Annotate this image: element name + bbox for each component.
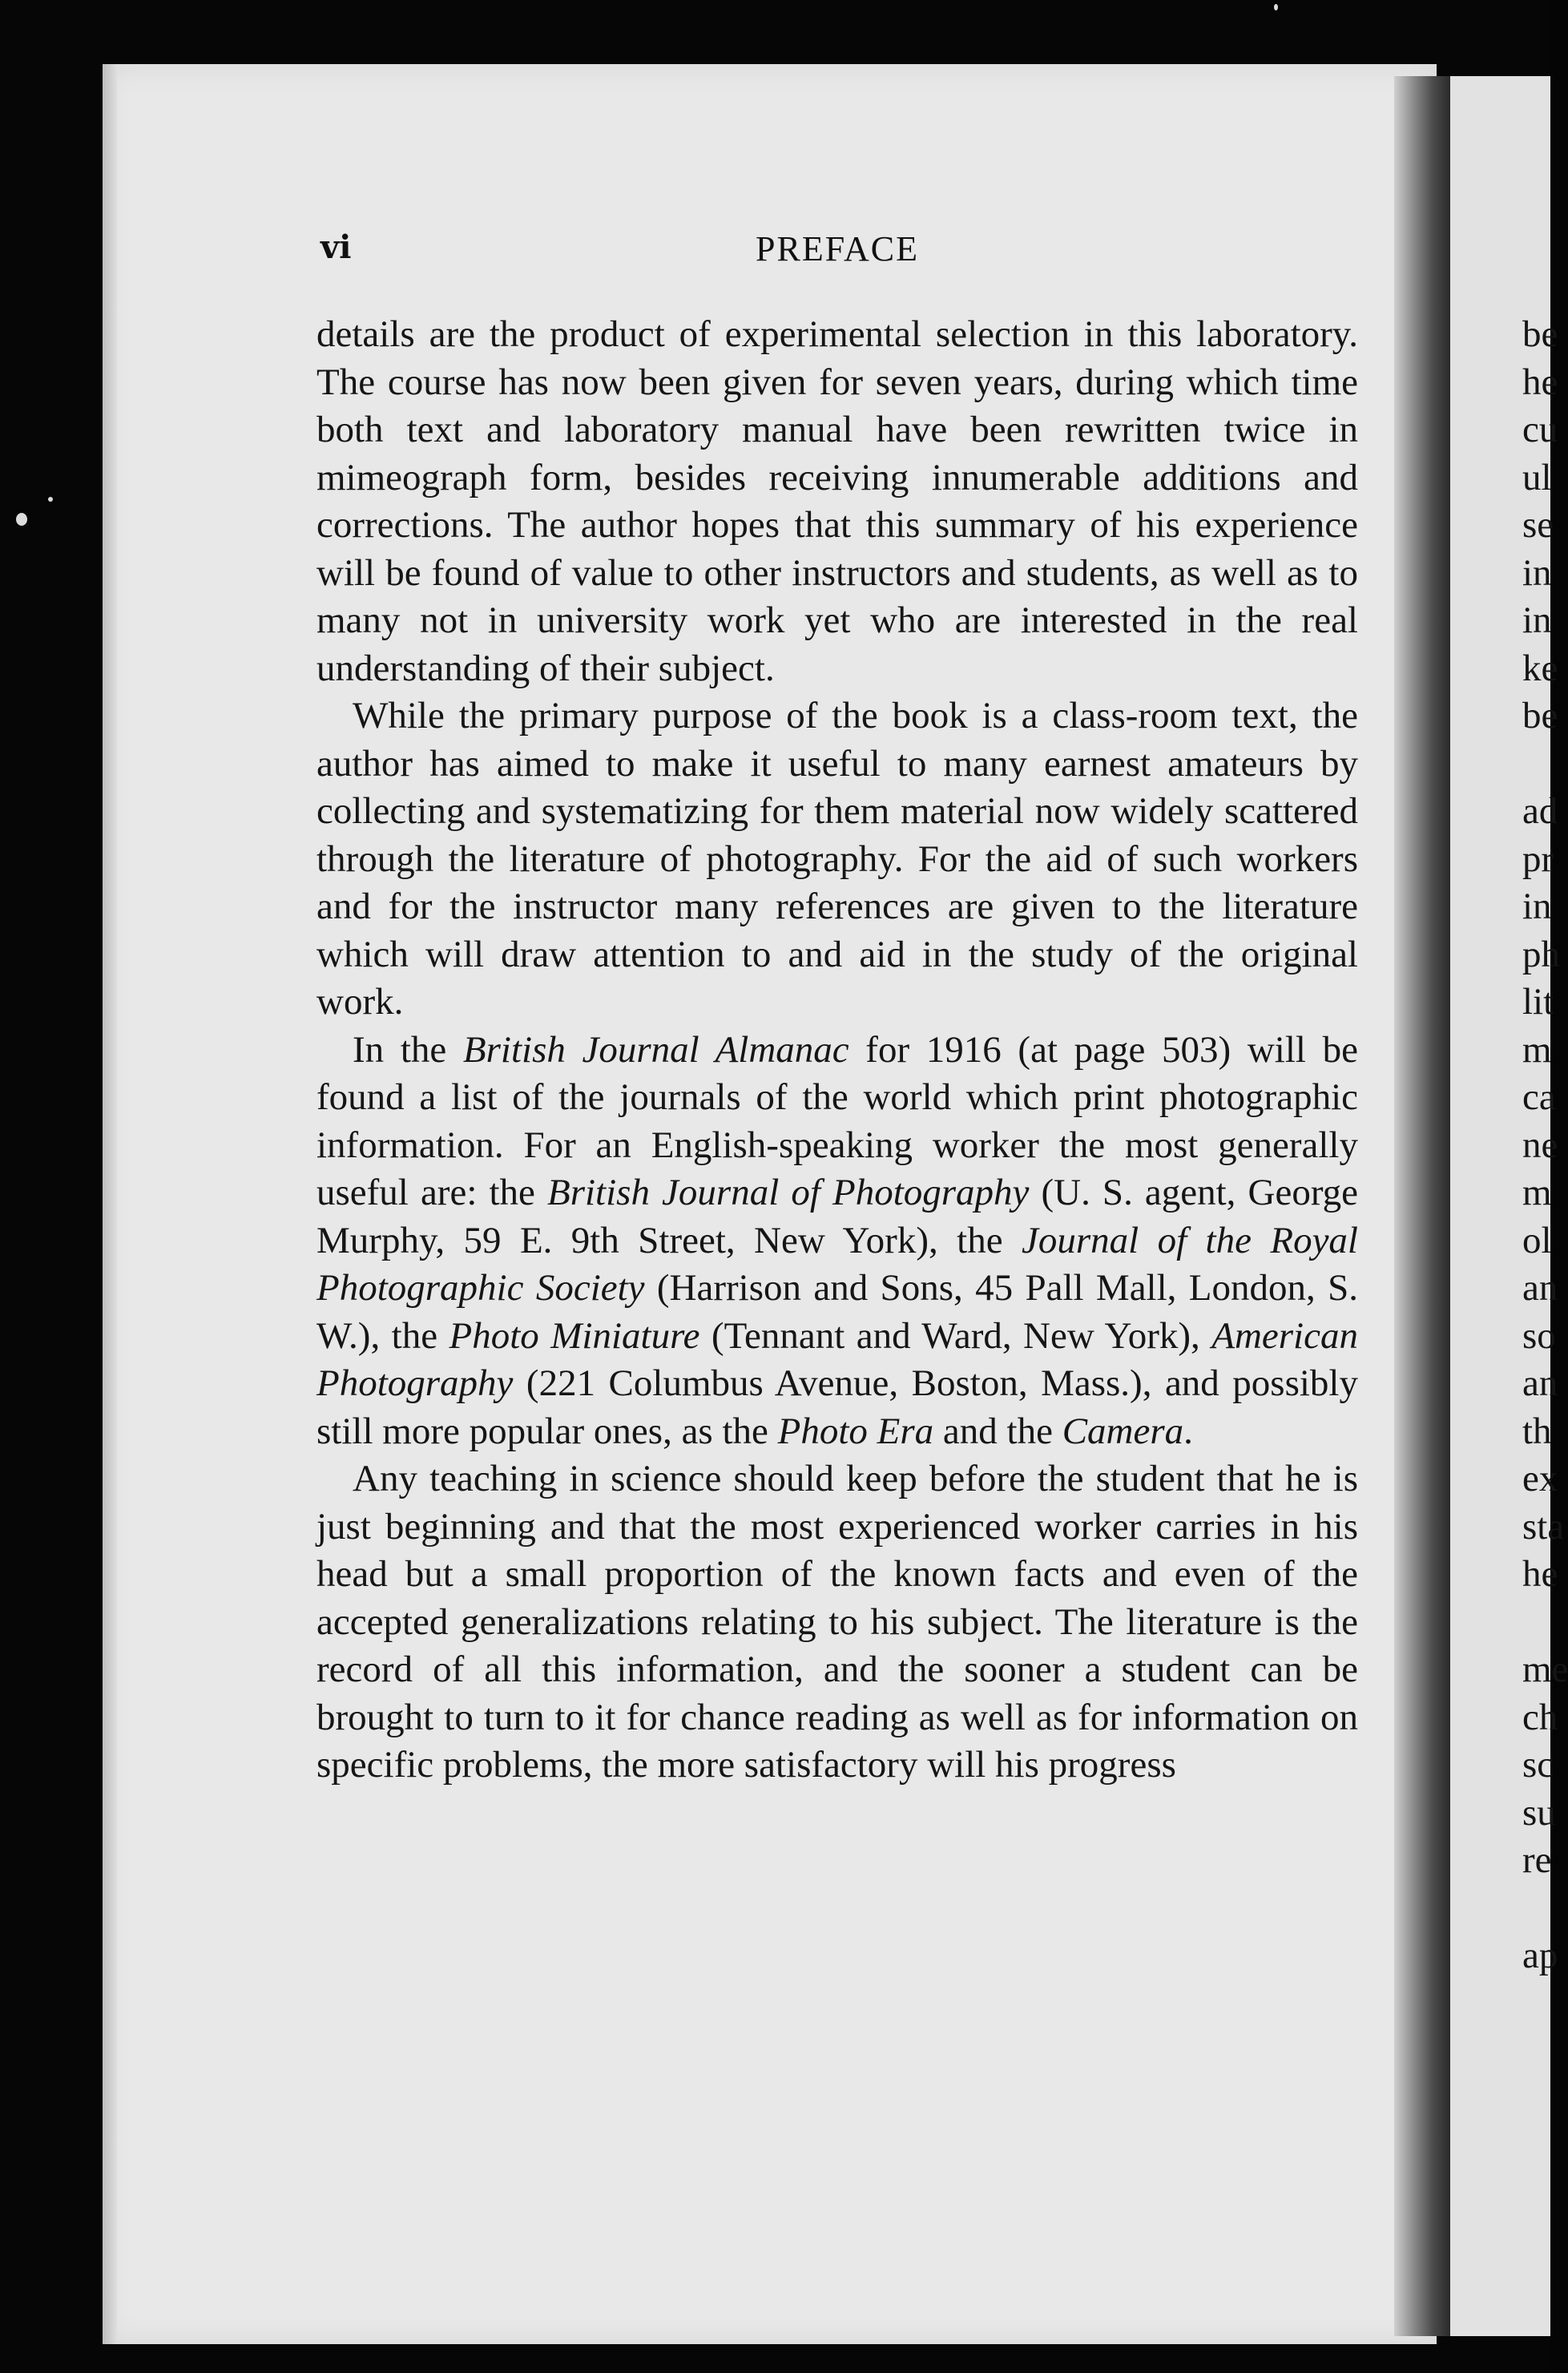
facing-page-fragment: ne (1522, 1124, 1558, 1166)
facing-page-fragment: ap (1522, 1935, 1558, 1976)
facing-page-fragment (1522, 741, 1550, 789)
facing-page-fragment: ul (1522, 456, 1552, 498)
page-number: vi (320, 228, 352, 266)
scan-speck (48, 497, 53, 502)
paragraph (316, 311, 1358, 692)
facing-page-fragment: me (1522, 1649, 1568, 1690)
text-run: (Harrison and Sons, 45 Pall Mall, London, S. W.), the (316, 1267, 1358, 1357)
facing-page-fragment: m (1522, 1028, 1552, 1071)
italic-title: American Photography (316, 1314, 1358, 1404)
facing-page-fragment: se (1522, 504, 1554, 546)
facing-page-fragment (1522, 1599, 1550, 1647)
book-gutter (1394, 76, 1450, 2336)
body-text (316, 311, 1358, 1790)
facing-page-fragment: sc (1522, 1744, 1554, 1786)
text-run: In the (353, 1028, 463, 1071)
facing-page-fragment: be (1522, 695, 1558, 737)
facing-page-fragment: ex (1522, 1458, 1558, 1499)
facing-page-fragment: ch (1522, 1696, 1558, 1738)
italic-title: British Journal Almanac (462, 1028, 849, 1071)
facing-page-fragment: an (1522, 1267, 1558, 1309)
italic-title: Camera (1062, 1410, 1184, 1452)
page-left-edge (103, 64, 117, 2344)
facing-page-fragment: th (1522, 1410, 1552, 1452)
italic-title: Journal of the Royal Photographic Society (316, 1219, 1358, 1309)
facing-page-fragment: an (1522, 1362, 1558, 1404)
text-run: and the (933, 1410, 1062, 1452)
facing-page-fragment: m (1522, 1172, 1552, 1213)
facing-page-fragment: ol (1522, 1219, 1552, 1261)
facing-page-fragment: ph (1522, 933, 1560, 975)
facing-page-fragment: be (1522, 313, 1558, 355)
italic-title: Photo Miniature (449, 1314, 700, 1357)
running-head: PREFACE (756, 229, 919, 268)
facing-page-fragment: he (1522, 1553, 1558, 1595)
paragraph (316, 692, 1358, 1027)
italic-title: British Journal of Photography (546, 1172, 1030, 1213)
scan-speck (16, 513, 27, 526)
facing-page-fragment: sta (1522, 1505, 1565, 1548)
text-run: (221 Columbus Avenue, Boston, Mass.), and possibly still more popular ones, as the (316, 1362, 1358, 1452)
page-header (320, 228, 1354, 276)
facing-page-fragment (1522, 1885, 1550, 1933)
facing-page-fragment: re (1522, 1839, 1552, 1881)
text-run: While the primary purpose of the book is a class-room text, the author has aimed to make it useful to many earnest amateurs by collecting and systematizing for them material now widely scattered through the literature of photography. For the aid of such workers and for the instructor many references are given to the literature which will draw attention to and aid in the study of the original work. (316, 695, 1358, 1023)
text-run: for 1916 (at page 503) will be found a list of the journals of the world which print photographic information. For an English-speaking worker the most generally useful are: the (316, 1028, 1358, 1213)
facing-page-fragment: cu (1522, 409, 1558, 450)
facing-page-fragment: lit (1522, 981, 1554, 1023)
facing-page-fragment: pr (1522, 837, 1554, 880)
facing-page-fragment: in (1522, 599, 1552, 641)
scan-speck (1274, 4, 1278, 10)
facing-page-fragment: ad (1522, 790, 1558, 832)
italic-title: Photo Era (777, 1410, 934, 1452)
text-run: . (1183, 1410, 1193, 1452)
facing-page-fragment: ke (1522, 647, 1558, 689)
facing-page-fragment: in (1522, 551, 1552, 594)
text-run: Any teaching in science should keep before the student that he is just beginning and that the most experienced worker carries in his head but a small proportion of the known facts and even of the accepted generalizations relating to his subject. The literature is the record of all this information, and the sooner a student can be brought to turn to it for chance reading as well as for information on specific problems, the more satisfactory will his progress (316, 1458, 1358, 1786)
facing-page-fragment: he (1522, 361, 1558, 403)
facing-page-fragment: su (1522, 1791, 1556, 1834)
facing-page-fragment: ca (1522, 1076, 1556, 1118)
text-run: (U. S. agent, George Murphy, 59 E. 9th Street, New York), the (316, 1172, 1358, 1261)
text-run: details are the product of experimental selection in this laboratory. The course has now been given for seven years, during which time both text and laboratory manual have been rewritten twice in mimeograph form, besides receiving innumerable additions and corrections. The author hopes that this summary of his experience will be found of value to other instructors and students, as well as to many not in university work yet who are interested in the real understanding of their subject. (316, 313, 1358, 689)
facing-page-fragment: so (1522, 1314, 1556, 1357)
text-run: (Tennant and Ward, New York), (699, 1314, 1212, 1357)
facing-page-fragment: in (1522, 886, 1552, 927)
paragraph (316, 1027, 1358, 1456)
paragraph (316, 1455, 1358, 1790)
facing-page-text (1522, 311, 1568, 1980)
